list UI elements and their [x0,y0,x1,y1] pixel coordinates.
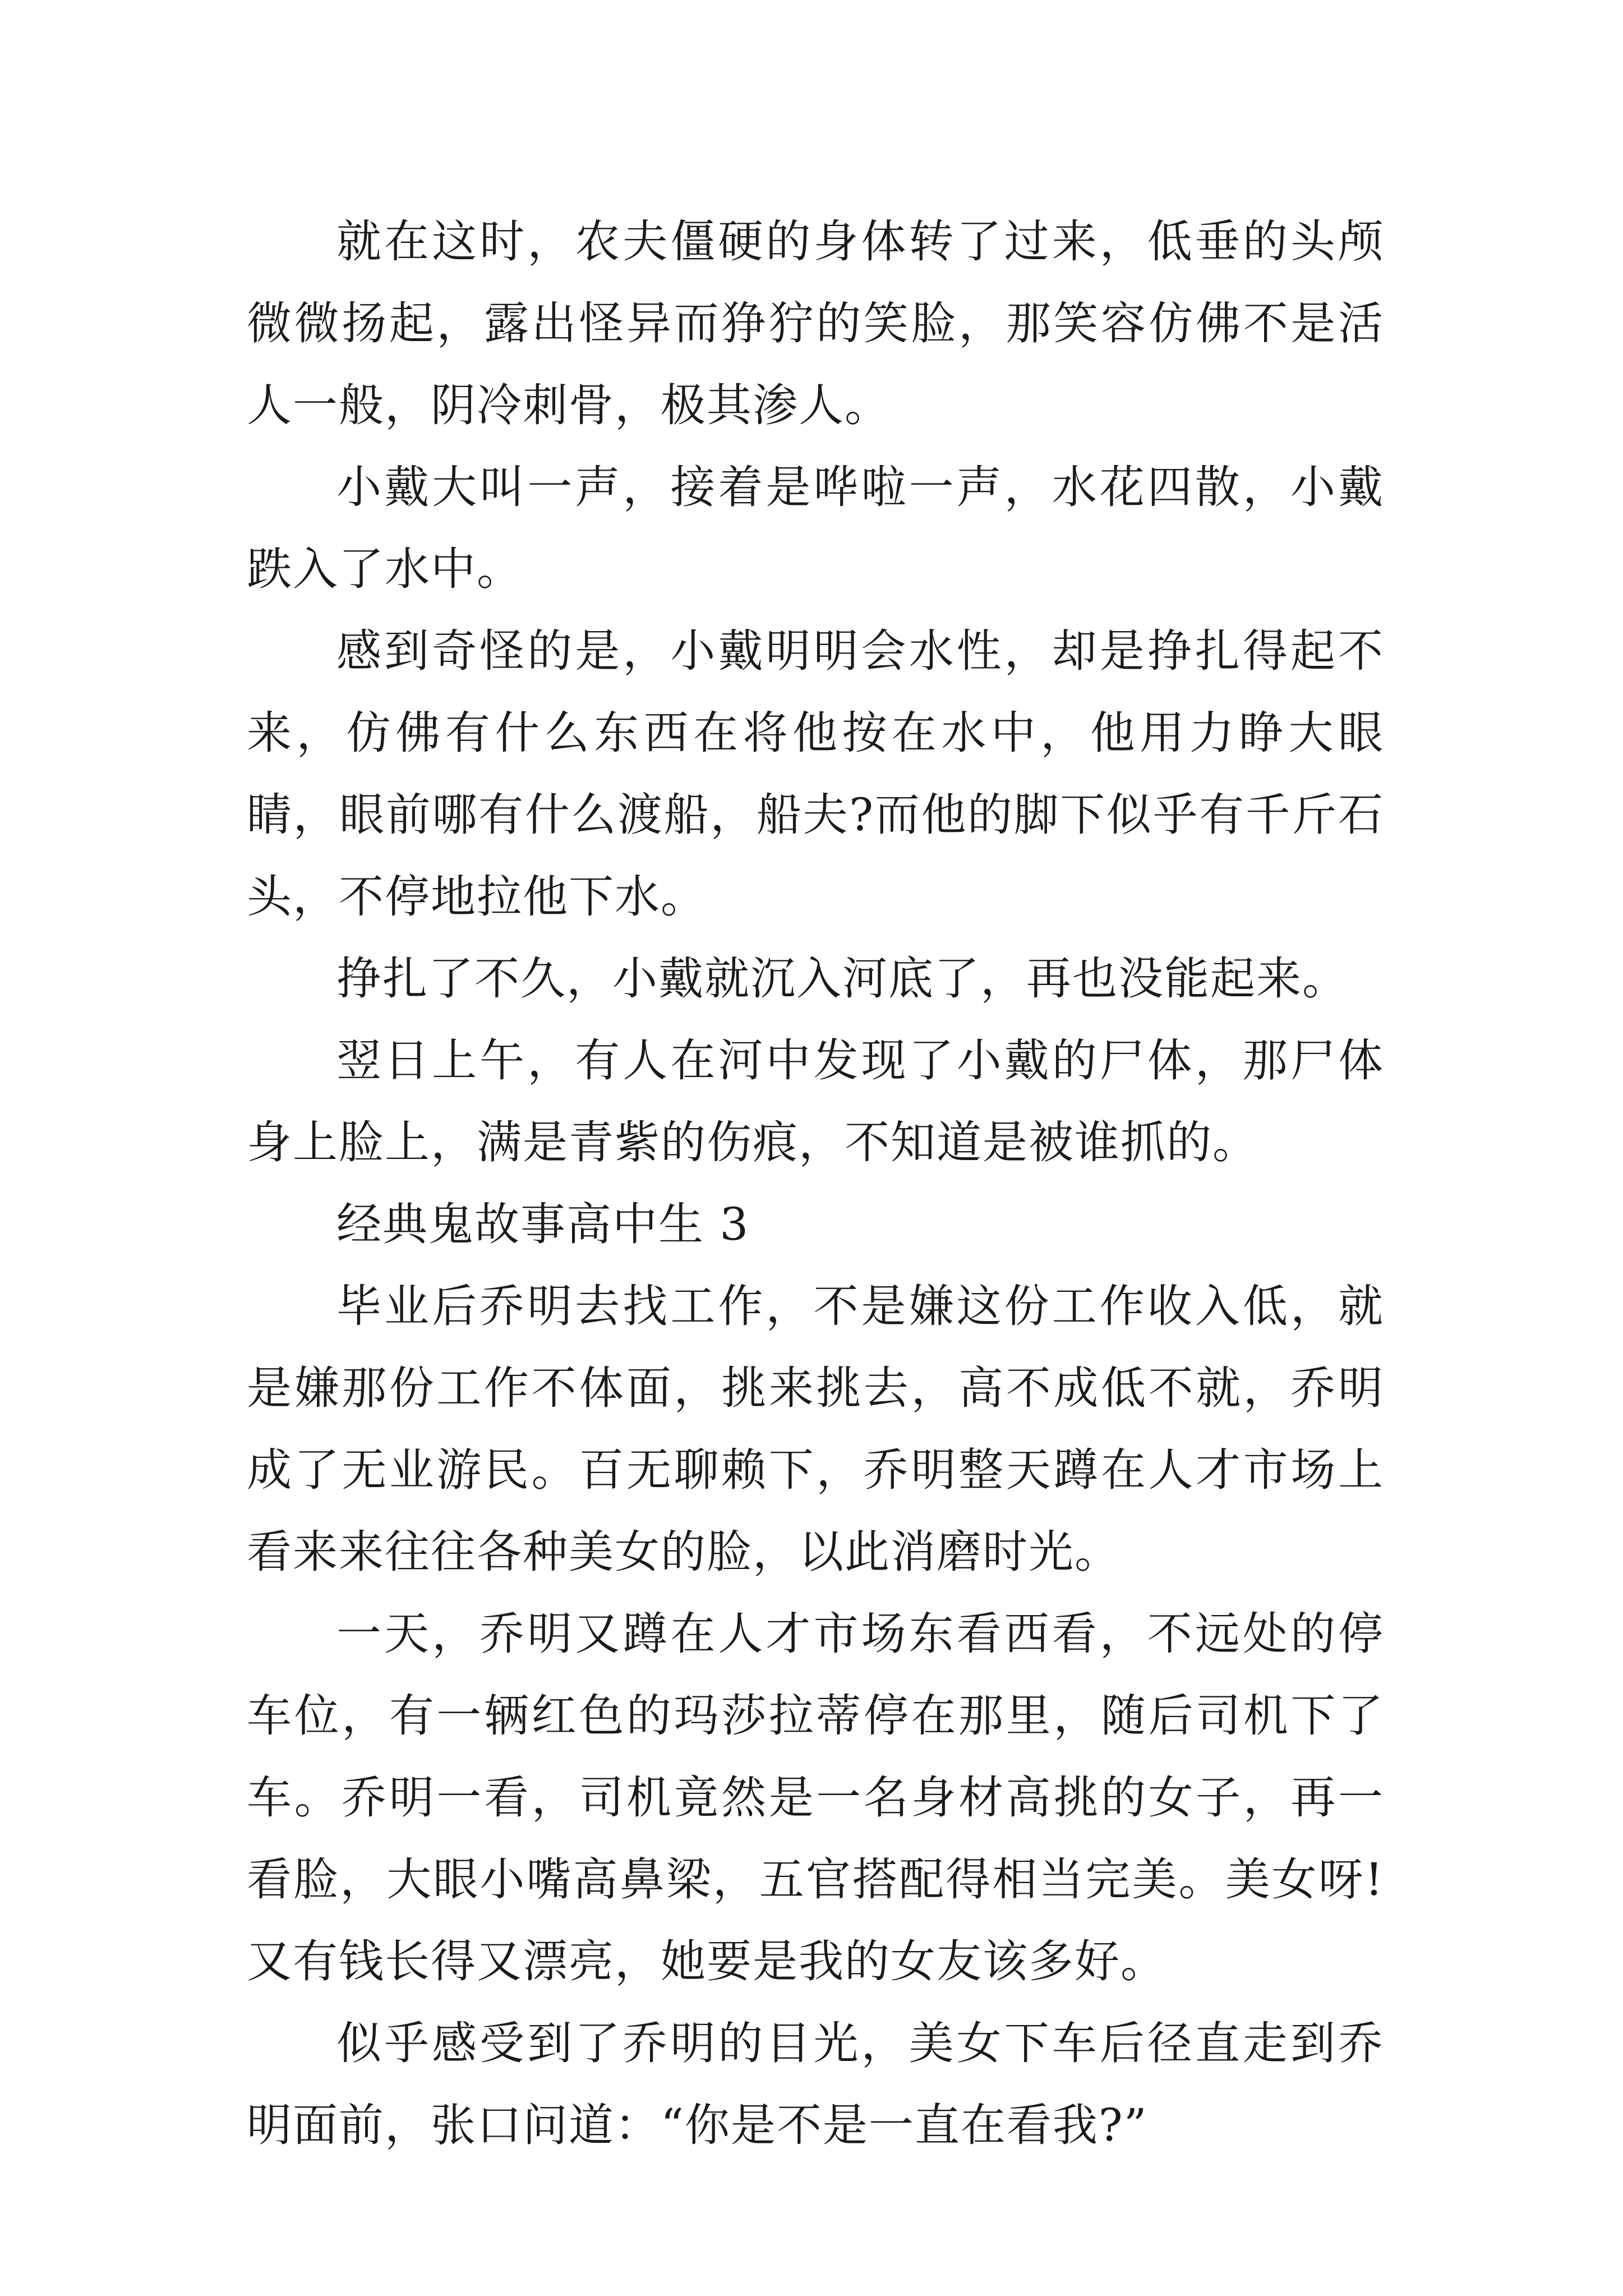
paragraph: 翌日上午，有人在河中发现了小戴的尸体，那尸体身上脸上，满是青紫的伤痕，不知道是被谁抓的。 [247,1034,1384,1168]
paragraph: 一天，乔明又蹲在人才市场东看西看，不远处的停车位，有一辆红色的玛莎拉蒂停在那里，随后司机下了车。乔明一看，司机竟然是一名身材高挑的女子，再一看脸，大眼小嘴高鼻梁，五官搭配得相当完美。美女呀!又有钱长得又漂亮，她要是我的女友该多好。 [247,1608,1384,1987]
paragraph: 似乎感受到了乔明的目光，美女下车后径直走到乔明面前，张口问道：“你是不是一直在看我?” [247,2017,1384,2151]
section-heading: 经典鬼故事高中生 3 [336,1198,750,1250]
paragraph: 毕业后乔明去找工作，不是嫌这份工作收入低，就是嫌那份工作不体面，挑来挑去，高不成低不就，乔明成了无业游民。百无聊赖下，乔明整天蹲在人才市场上看来来往往各种美女的脸，以此消磨时光。 [247,1280,1384,1578]
paragraph: 小戴大叫一声，接着是哗啦一声，水花四散，小戴跌入了水中。 [247,461,1384,595]
document-body [247,201,1384,2166]
paragraph: 挣扎了不久，小戴就沉入河底了，再也没能起来。 [336,953,1348,1005]
paragraph: 感到奇怪的是，小戴明明会水性，却是挣扎得起不来，仿佛有什么东西在将他按在水中，他用力睁大眼睛，眼前哪有什么渡船，船夫?而他的脚下似乎有千斤石头，不停地拉他下水。 [247,625,1384,923]
paragraph: 就在这时，农夫僵硬的身体转了过来，低垂的头颅微微扬起，露出怪异而狰狞的笑脸，那笑容仿佛不是活人一般，阴冷刺骨，极其渗人。 [247,215,1384,431]
